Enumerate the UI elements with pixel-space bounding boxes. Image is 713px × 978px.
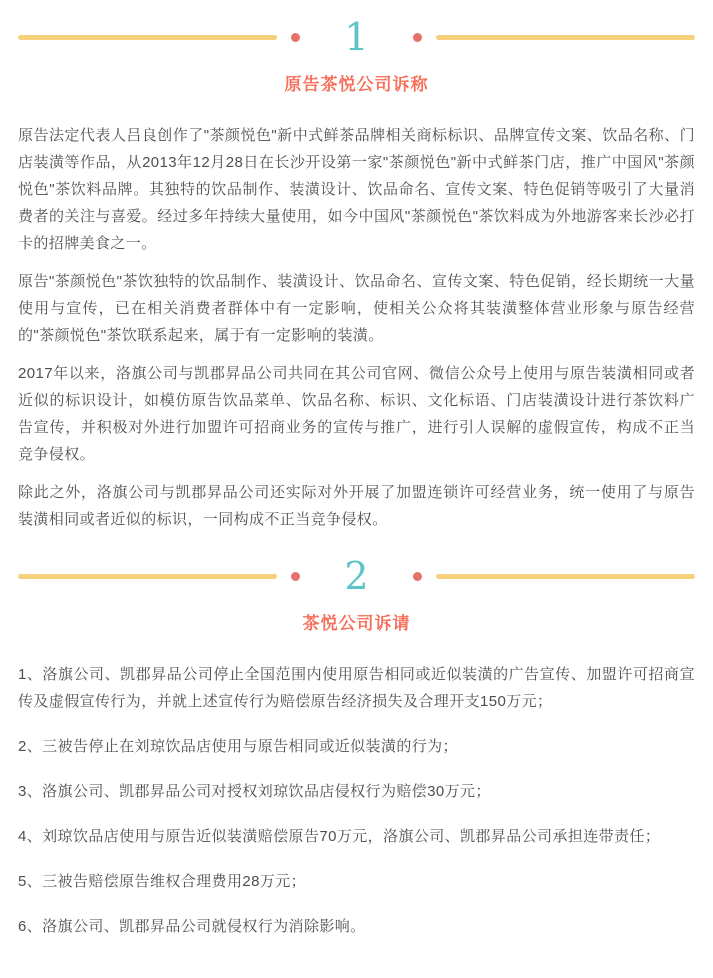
claim-item: 2、三被告停止在刘琼饮品店使用与原告相同或近似装潢的行为； — [18, 738, 458, 755]
paragraph: 原告法定代表人吕良创作了"茶颜悦色"新中式鲜茶品牌相关商标标识、品牌宣传文案、饮品名称、门店装潢等作品，从2013年12月28日在长沙开设第一家"茶颜悦色"新中式鲜茶门店，推广中国风"茶颜悦色"茶饮料品牌。其独特的饮品制作、装潢设计、饮品命名、宣传文案、特色促销等吸引了大量消费者的关注与喜爱。经过多年持续大量使用，如今中国风"茶颜悦色"茶饮料成为外地游客来长沙必打卡的招牌美食之一。 — [18, 127, 695, 252]
divider-dot-left — [291, 33, 300, 42]
section-2-title: 茶悦公司诉请 — [302, 614, 411, 633]
section-2-body — [18, 661, 695, 940]
section-2-number: 2 — [344, 554, 369, 598]
section-2 — [18, 555, 695, 940]
divider-dot-left — [291, 572, 300, 581]
divider-line-left — [18, 35, 277, 40]
section-1-number: 1 — [344, 15, 369, 59]
claim-item: 6、洛旗公司、凯郡昇品公司就侵权行为消除影响。 — [18, 918, 366, 935]
section-1-divider — [18, 16, 695, 58]
divider-line-left — [18, 574, 277, 579]
claim-item: 5、三被告赔偿原告维权合理费用28万元； — [18, 873, 307, 890]
paragraph: 原告"茶颜悦色"茶饮独特的饮品制作、装潢设计、饮品命名、宣传文案、特色促销，经长期统一大量使用与宣传，已在相关消费者群体中有一定影响，使相关公众将其装潢整体营业形象与原告经营的"茶颜悦色"茶饮联系起来，属于有一定影响的装潢。 — [18, 273, 695, 344]
divider-dot-right — [413, 572, 422, 581]
divider-line-right — [436, 35, 695, 40]
divider-line-right — [436, 574, 695, 579]
section-1-body — [18, 122, 695, 533]
claim-item: 4、刘琼饮品店使用与原告近似装潢赔偿原告70万元，洛旗公司、凯郡昇品公司承担连带责任； — [18, 828, 661, 845]
section-2-divider — [18, 555, 695, 597]
claim-item: 1、洛旗公司、凯郡昇品公司停止全国范围内使用原告相同或近似装潢的广告宣传、加盟许可招商宣传及虚假宣传行为，并就上述宣传行为赔偿原告经济损失及合理开支150万元； — [18, 666, 695, 710]
section-1-title: 原告茶悦公司诉称 — [284, 75, 429, 94]
claim-item: 3、洛旗公司、凯郡昇品公司对授权刘琼饮品店侵权行为赔偿30万元； — [18, 783, 491, 800]
divider-dot-right — [413, 33, 422, 42]
paragraph: 2017年以来，洛旗公司与凯郡昇品公司共同在其公司官网、微信公众号上使用与原告装潢相同或者近似的标识设计，如模仿原告饮品菜单、饮品名称、标识、文化标语、门店装潢设计进行茶饮料广告宣传，并积极对外进行加盟许可招商业务的宣传与推广，进行引人误解的虚假宣传，构成不正当竞争侵权。 — [18, 365, 695, 463]
section-1 — [18, 16, 695, 533]
paragraph: 除此之外，洛旗公司与凯郡昇品公司还实际对外开展了加盟连锁许可经营业务，统一使用了与原告装潢相同或者近似的标识，一同构成不正当竞争侵权。 — [18, 484, 695, 528]
